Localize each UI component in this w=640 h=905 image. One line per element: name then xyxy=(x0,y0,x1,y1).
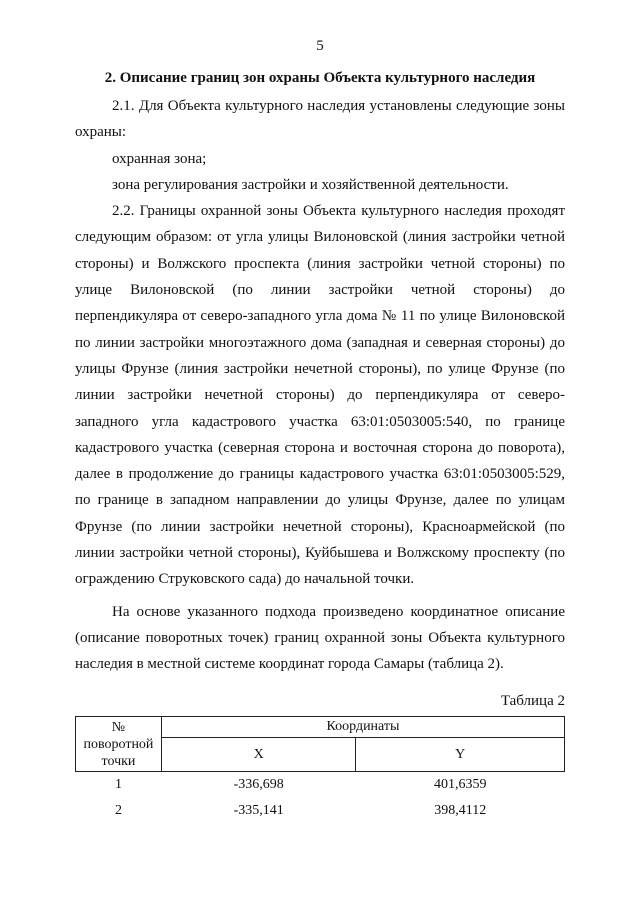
paragraph-2-1: 2.1. Для Объекта культурного наследия установлены следующие зоны охраны: xyxy=(75,98,565,141)
paragraph-2-2: 2.2. Границы охранной зоны Объекта культурного наследия проходят следующим образом: от угла улицы Вилоновской (линия застройки четной стороны) и Волжского проспекта (линия застройки четной стороны) по улице Вилоновской (по линии застройки четной стороны) до перпендикуляра от северо-западного угла дома № 11 по улице Вилоновской по линии застройки многоэтажного дома (западная и северная стороны) до улицы Фрунзе (линия застройки нечетной стороны), по улице Фрунзе (по линии застройки нечетной стороны) до перпендикуляра от северо-западного угла кадастрового участка 63:01:0503005:540, по границе кадастрового участка (северная сторона и восточная сторона до поворота), далее в продолжение до границы кадастрового участка 63:01:0503005:529, по границе в западном направлении до улицы Фрунзе, далее по улицам Фрунзе (по линии застройки нечетной стороны), Красноармейской (по линии застройки четной стороны), Куйбышева и Волжскому проспекту (по ограждению Струковского сада) до начальной точки. xyxy=(75,203,565,588)
document-body xyxy=(75,93,565,678)
header-y: Y xyxy=(356,738,565,772)
cell-point-number: 1 xyxy=(114,777,122,792)
zone-item-protection: охранная зона; xyxy=(112,150,207,167)
cell-y: 401,6359 xyxy=(433,777,487,792)
paragraph-method: На основе указанного подхода произведено координатное описание (описание поворотных точек) границ охранной зоны Объекта культурного наследия в местной системе координат города Самары (таблица 2). xyxy=(75,603,565,673)
cell-x: -335,141 xyxy=(233,803,284,818)
page-number: 5 xyxy=(316,38,324,54)
header-coordinates: Координаты xyxy=(161,717,564,738)
cell-y: 398,4112 xyxy=(434,803,487,818)
table-row xyxy=(76,772,565,799)
table-caption: Таблица 2 xyxy=(500,693,565,709)
section-heading: 2. Описание границ зон охраны Объекта культурного наследия xyxy=(104,70,536,86)
cell-x: -336,698 xyxy=(233,777,284,792)
coordinates-table xyxy=(75,716,565,824)
zone-item-regulation: зона регулирования застройки и хозяйственной деятельности. xyxy=(112,176,509,193)
header-x: X xyxy=(161,738,356,772)
cell-point-number: 2 xyxy=(114,803,122,818)
header-point-number: № поворотной точки xyxy=(76,717,162,772)
table-row xyxy=(76,798,565,824)
